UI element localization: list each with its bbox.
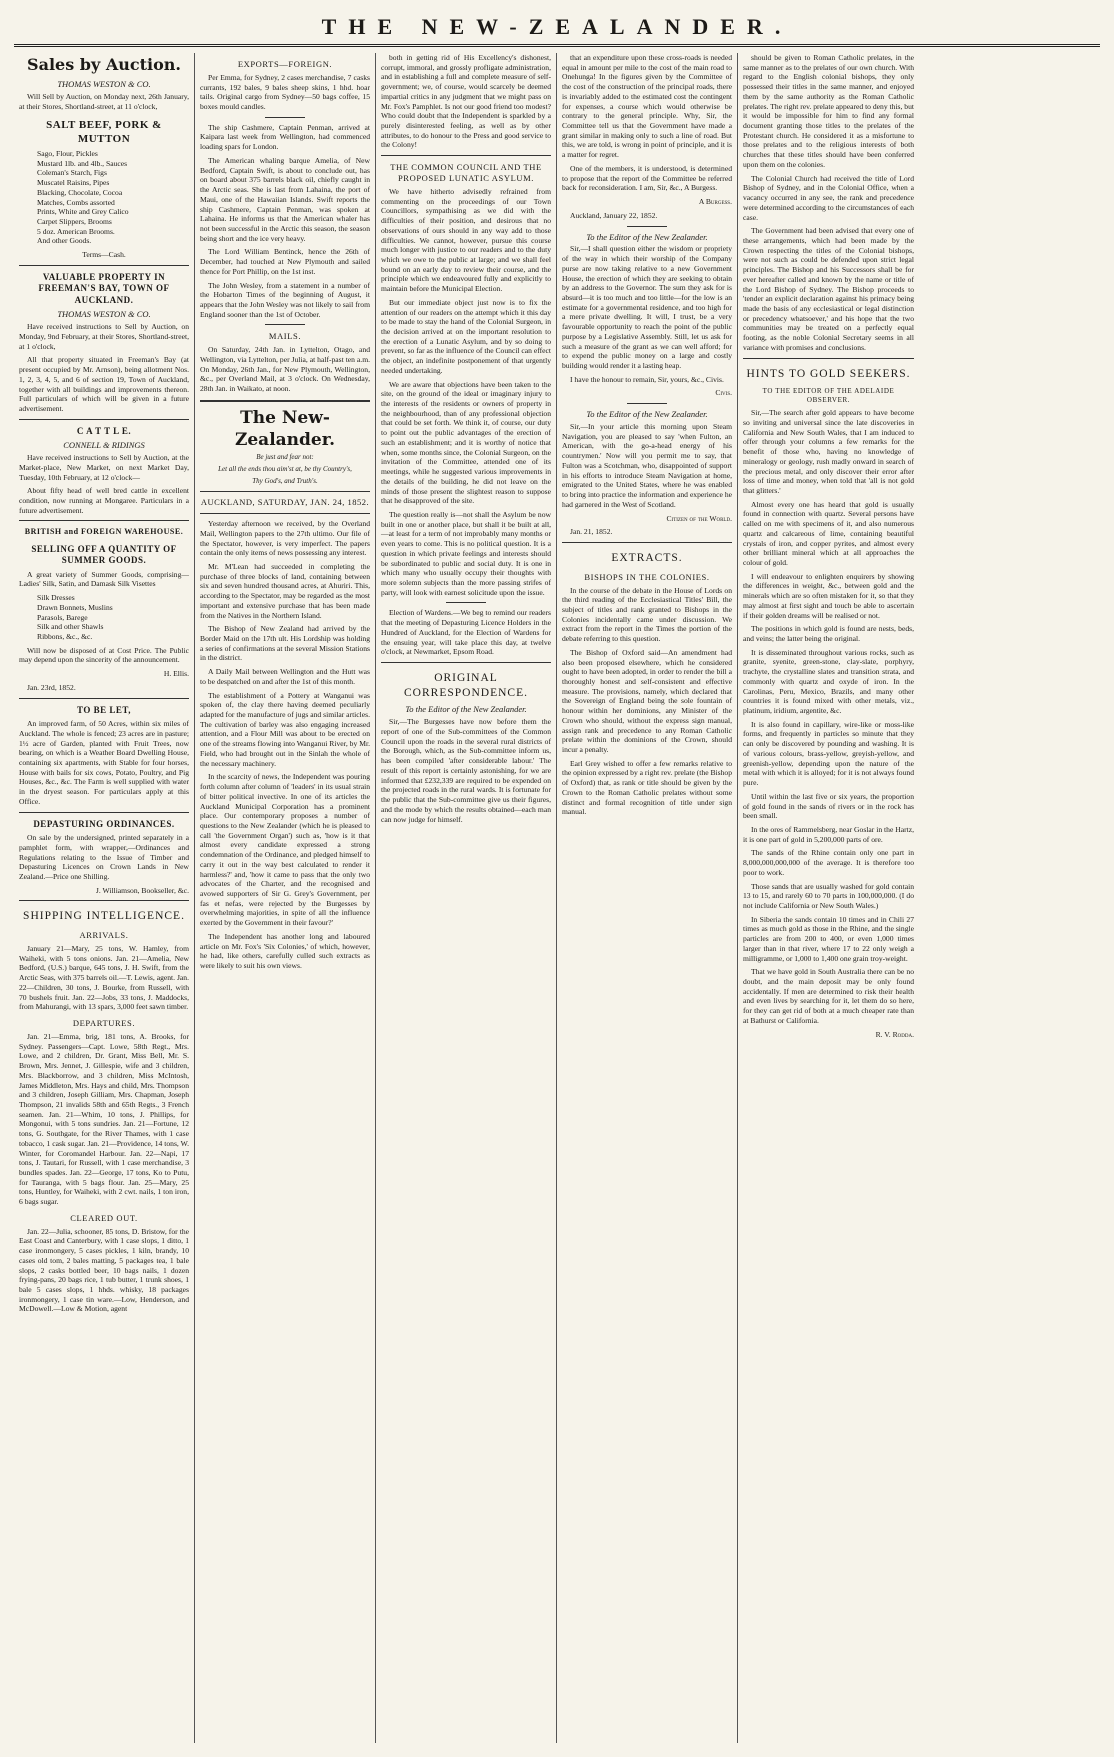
ad4-item: Silk and other Shawls <box>37 622 104 632</box>
divider <box>19 520 189 521</box>
leader-paragraph: Mr. M'Lean had succeeded in completing the purchase of three blocks of land, containing between six and seven hundred thousand acres, at Ahuriri. This, according to the Spectator, may be regarded as the most important and extensive purchase that has been made from the Natives in the Northern Island. <box>200 561 370 620</box>
letter-paragraph: Sir,—In your article this morning upon Steam Navigation, you are pleased to say 'when Fulton, an American, with the go-a-head energy of his countrymen.' Now will you permit me to say, that Fulton was a Scotchman, who, disappointed of support in his efforts to introduce Steam Navigation at home, emigrated to the United States, where he was enabled to bring into practice the information and experience he had garnered in the West of Scotland. <box>562 422 732 509</box>
cleared-head: CLEARED OUT. <box>70 1212 138 1223</box>
ad2-firm: THOMAS WESTON & CO. <box>57 309 151 320</box>
letter-date: Auckland, January 22, 1852. <box>570 210 658 220</box>
divider <box>381 662 551 663</box>
ad6-title: DEPASTURING ORDINANCES. <box>33 818 175 829</box>
extracts-head: EXTRACTS. <box>611 551 683 564</box>
ad1-intro: Will Sell by Auction, on Monday next, 26th January, at their Stores, Shortland-street, at 11 o'clock, <box>19 92 189 112</box>
divider <box>200 513 370 514</box>
ad4-item: Silk Dresses <box>37 593 75 603</box>
divider <box>446 602 486 603</box>
bishops-paragraph: Earl Grey wished to offer a few remarks relative to the opinion expressed by a right rev. prelate (the Bishop of Oxford) that, as rank or title should be given by the Crown to the Roman Catholic prelates without some distinct and formal recognition of title under sign manual. <box>562 758 732 817</box>
column-1 <box>14 53 195 1743</box>
letter-signature: Citizen of the World. <box>666 513 732 523</box>
gold-paragraph: I will endeavour to enlighten enquirers by showing the differences in weight, &c., between gold and the minerals which are so often mistaken for it, so that they may almost at first sight and touch be able to ascertain if their golden dreams will be realised or not. <box>743 571 914 620</box>
ad1-item: Mustard 1lb. and 4lb., Sauces <box>37 158 128 168</box>
correspondence-head: ORIGINAL CORRESPONDENCE. <box>404 672 528 699</box>
departures-text: Jan. 21—Emma, brig, 181 tons, A. Brooks, for Sydney. Passengers—Capt. Lowe, 58th Regt., Mrs. Lowe, and 2 children, Dr. Grant, Miss Bell, Mr. S. Brown, Mrs. Jennet, J. Gillespie, wife and 3 children, Mrs. Blackborrow, and 3 children, Miss McIntosh, James Middleton, Mrs. Hays and child, Mrs. Thompson and 3 children, Joseph Gilliam, Mrs. Chapman, Joseph Thompson, 21 invalids 58th and 65th Regts., 3 French seamen. Jan. 21—Whim, 10 tons, J. Phillips, for Mongonui, with 5 tons sundries. Jan. 21—Fortune, 12 tons, G. Southgate, for the River Thames, with 1 case tobacco, 1 cask sugar. Jan. 21—Providence, 14 tons, W. Winter, for Coromandel Harbour. Jan. 22—Napi, 17 tons, J. Tautari, for Russell, with 1 case merchandise, 3 bundles spades. Jan. 22—George, 17 tons, Ko to Putu, for Tauranga, with 5 bags flour. Jan. 25—Mary, 25 tons, Huntley, for Waiheki, with 2 cwt. nails, 1 ton iron, 6 bags sugar. <box>19 1031 189 1207</box>
gold-paragraph: In Siberia the sands contain 10 times and in Chili 27 times as much gold as those in the Rhine, and the single particles are from 200 to 400, or even 1,000 times larger than in that river, where 17 to 22 only weigh a milligramme, or 1,000 to 1,400 one grain troy-weight. <box>743 914 914 963</box>
divider <box>743 358 914 359</box>
mails-text: On Saturday, 24th Jan. in Lyttelton, Otago, and Wellington, via Lyttelton, per Julia, at half-past ten a.m. On Monday, 26th Jan., for New Plymouth, Wellington, &c., per Overland Mail, at 3 o'clock. On Wednesday, 28th Jan. in Waikato, at noon. <box>200 345 370 394</box>
bishops-continued: should be given to Roman Catholic prelates, in the same manner as to the prelates of our own church. With regard to the English colonial bishops, they only possessed their titles in the same manner, and enjoyed them by the same authority as the Roman Catholic prelates. The right rev. prelate appeared to deny this, but it would be impossible for him to find any formal document granting those titles to the prelates of the Protestant church. He considered it as a misfortune to those prelates and to the religious interests of both churches that these titles should have been conferred upon them on the colonies. <box>743 53 915 169</box>
divider <box>19 812 189 813</box>
ad4-date: Jan. 23rd, 1852. <box>27 682 76 692</box>
gold-paragraph: Almost every one has heard that gold is usually found in connection with quartz. Several persons have called on me with specimens of it, and also numerous quartz and calcareous of lime, containing beautiful crystals of iron, and copper pyrites, and almost every other brilliant mineral which at all approaches the colour of gold. <box>743 499 914 567</box>
ad1-items <box>37 149 189 246</box>
news-item: The John Wesley, from a statement in a number of the Hobarton Times of the beginning of August, it appears that the John Wesley was not likely to sail from England sooner than the 1st of October. <box>200 280 370 319</box>
ad3-body: About fifty head of well bred cattle in excellent condition, now running at Mongaree. Particulars in a future advertisement. <box>19 486 189 515</box>
ad3-title: C A T T L E. <box>76 425 132 436</box>
letter-signature: A Burgess. <box>698 197 732 207</box>
ad4-item: Drawn Bonnets, Muslins <box>37 602 113 612</box>
gold-to: TO THE EDITOR OF THE ADELAIDE OBSERVER. <box>762 387 895 405</box>
gold-head: HINTS TO GOLD SEEKERS. <box>746 367 911 380</box>
exports-text: Per Emma, for Sydney, 2 cases merchandise, 7 casks currants, 192 bales, 9 bales sheep skins, 1 hhd. hoar tails. Original cargo from Sydney—50 bags coffee, 15 boxes mould candles. <box>200 72 370 112</box>
ad4-body: Will now be disposed of at Cost Price. The Public may depend upon the sincerity of the announcement. <box>19 645 189 665</box>
divider <box>200 491 370 492</box>
gold-paragraph: The positions in which gold is found are nests, beds, and veins; the latter being the original. <box>743 624 914 643</box>
divider <box>19 698 189 699</box>
column-5 <box>738 53 919 1743</box>
asylum-paragraph: We are aware that objections have been taken to the site, on the ground of the ideal or imaginary injury to the interests of the residents or owners of property in the neighbourhood, than of any professional objection that could be set forth. We think it, of course, our duty to point out the public advantages of the erection of such an establishment; and it is worthy of notice that when, some months since, the Colonial Surgeon, on the invitation of the Committee, attended one of its meetings, while he suggested various improvements in the details of the building, he did not leave on the minds of those present the slightest reason to suppose that he disapproved of the site. <box>381 379 551 506</box>
gold-paragraph: Those sands that are usually washed for gold contain 13 to 15, and rarely 60 to 70 parts in 100,000,000. (I do not include California or New South Wales.) <box>743 881 914 910</box>
divider <box>627 226 667 227</box>
gold-paragraph: It is disseminated throughout various rocks, such as granite, syenite, green-stone, clay-slate, porphyry, trachyte, the crystalline slates and transition strata, and commonly with quartz and oxyde of iron. In the Carolinas, Peru, Mexico, Brazils, and many other countries it is found mixed with other metals, viz., platinum, iridium, argentite, &c. <box>743 647 914 716</box>
bishops-continued: The Government had been advised that every one of these arrangements, which had been made by the Crown respecting the titles of the Colonial bishops, were not such as could be defended upon strict legal principles. The Bishop and his Successors shall be for ever hereafter called and known by the name or title of the Lord Bishop of Sydney. The Bishop proceeds to 'tender an explicit declaration against his primacy being made the basis of any ecclesiastical or legal distinction or precedency whatsoever,' and his hope that the two communities may be treated on a perfectly equal footing, as the noble Colonial Secretary seems in all variance with promises and conclusions. <box>743 226 914 352</box>
ad1-item: Muscatel Raisins, Pipes <box>37 178 110 188</box>
section-title-sales: Sales by Auction. <box>27 55 181 74</box>
gold-signature: R. V. Rodda. <box>875 1029 914 1039</box>
ad2-body: All that property situated in Freeman's Bay (at present occupied by Mr. Arnson), being allotment Nos. 1, 2, 3, 4, 5, and 6 of section 19, Town of Auckland, together with all buildings and improvements thereon. Full particulars of which will be given in a future advertisement. <box>19 355 189 414</box>
columns <box>14 53 1100 1743</box>
ad1-terms: Terms—Cash. <box>82 250 126 260</box>
ad4-title: BRITISH and FOREIGN WAREHOUSE. <box>24 527 184 537</box>
departures-head: DEPARTURES. <box>72 1018 136 1029</box>
gold-paragraph: Sir,—The search after gold appears to have become so inviting and universal since the late discoveries in California and New South Wales, that I am induced to offer through your columns a few remarks for the benefit of those who, having no knowledge of mineralogy or geology, rush madly onward in search of the precious metal, and only discover their error after loss of time and money, when told that 'all is not gold that glitters.' <box>743 408 914 495</box>
motto-line: Let all the ends thou aim'st at, be thy Country's, <box>218 465 352 474</box>
divider <box>627 403 667 404</box>
divider <box>200 400 370 402</box>
gold-paragraph: The sands of the Rhine contain only one part in 8,000,000,000,000 of the average. It is therefore too poor to work. <box>743 848 914 877</box>
leader-paragraph: In the scarcity of news, the Independent was pouring forth column after column of 'leaders' in its usual strain of bitter political invective. In one of its articles the Auckland Municipal Corporation has a prominent place. Our contemporary proposes a number of questions to the New Zealander (which he is pleased to call 'the Government Organ') such as, 'how is it that almost every candidate expressed a strong condemnation of the Ordinance, and pledged himself to carry it out in the way best calculated to render it harmless?' and, 'how it came to pass that the only two advocates of the Charter, and the recognised and avowed supporters of Sir G. Grey's Government, per fas et nefas, were rejected by the Burgesses by overwhelming majorities, in spite of all the influence exerted by the Government in their favour?' <box>200 772 370 928</box>
ad1-item: Blacking, Chocolate, Cocoa <box>37 187 123 197</box>
ad1-headline: SALT BEEF, PORK & MUTTON <box>46 118 162 145</box>
divider <box>19 265 189 266</box>
bishops-paragraph: The Bishop of Oxford said—An amendment had also been proposed elsewhere, which he considered ought to have been adopted, in order to render the bill a thoroughly honest and self-consistent and effective measure. The provisions, namely, which declared that the Sovereign of England being the sole fountain of honour within her dominions, any Minister of the Crown who should, without the express sign manual, assign rank and precedence to any Roman Catholic prelate within the dominions of the Crown, should incur a penalty. <box>562 647 732 755</box>
gold-paragraph: That we have gold in South Australia there can be no doubt, and the main deposit may be only found accidentally. If men are determined to risk their health and even lives by searching for it, let them do so here, for they can get rid of both at a much cheaper rate than at Bathurst or California. <box>743 967 914 1025</box>
ad1-item: Sago, Flour, Pickles <box>37 148 98 158</box>
ad1-item: 5 doz. American Brooms. <box>37 226 115 236</box>
ad4-items <box>37 593 189 642</box>
asylum-paragraph: But our immediate object just now is to fix the attention of our readers on the attempt which it this day to be made to stay the hand of the Colonial Surgeon, in the decision arrived at on the important resolution to the erection of a Lunatic Asylum, and by so doing to prevent, so far as the influence of the Council can effect the object, an indefinite postponement of that urgently needed undertaking. <box>381 297 552 375</box>
arrivals-text: January 21—Mary, 25 tons, W. Hamley, from Waiheki, with 5 tons onions. Jan. 21—Amelia, New Bedford, (U.S.) barque, 645 tons, J. H. Swift, from the Arctic Seas, with 375 barrels oil.—T. Lewis, agent. Jan. 22—Children, 30 tons, J. Bourke, from Russell, with 70 bushels fruit. Jan. 22—Jobs, 33 tons, J. Maddocks, from Mahurangi, with 13 spars, 3,000 feet sawn timber. <box>19 944 189 1012</box>
ad6-body: On sale by the undersigned, printed separately in a pamphlet form, with wrapper,—Ordinances and Regulations relating to the Issue of Timber and Depasturing Licences on Crown Lands in New Zealand.—Price one Shilling. <box>19 833 189 881</box>
bishops-paragraph: In the course of the debate in the House of Lords on the third reading of the Ecclesiastical Titles' Bill, the subject of titles and rank granted to Bishops in the Colonies incidentally came under discussion. We extract from the report in the Times the portion of the debate referring to this question. <box>562 585 732 644</box>
exports-head: EXPORTS—FOREIGN. <box>237 59 333 69</box>
ad4-text: A great variety of Summer Goods, comprising—Ladies' Silk, Satin, and Damask Silk Visettes <box>19 569 189 589</box>
ad2-title: VALUABLE PROPERTY IN FREEMAN'S BAY, TOWN OF AUCKLAND. <box>38 271 170 305</box>
letter-to: To the Editor of the New Zealander. <box>586 231 708 242</box>
ad4-item: Parasols, Barege <box>37 612 88 622</box>
column-3 <box>376 53 557 1743</box>
dateline: AUCKLAND, SATURDAY, JAN. 24, 1852. <box>200 497 370 508</box>
letter-date: Jan. 21, 1852. <box>570 527 613 537</box>
leader-paragraph: Yesterday afternoon we received, by the Overland Mail, Wellington papers to the 27th ultimo. Our file of the Spectator, however, is very imperfect. The papers contain the only items of news possessing any interest. <box>200 519 370 558</box>
ad3-text: Have received instructions to Sell by Auction, at the Market-place, New Market, on next Market Day, Tuesday, 10th February, at 12 o'clock— <box>19 453 189 482</box>
ad1-item: Matches, Combs assorted <box>37 197 115 207</box>
news-item: The ship Cashmere, Captain Penman, arrived at Kaipara last week from Wellington, had commenced loading spars for London. <box>200 122 370 152</box>
leader-paragraph: The establishment of a Pottery at Wanganui was spoken of, the clay there having deemed peculiarly adapted for the manufacture of jugs and similar articles. The cultivation of barley was also engaging increased attention, and a Flour Mill was about to be erected on one of the streams flowing into Wanganui River, by Mr. Field, who had brought out in the Sinlah the whole of the necessary machinery. <box>200 690 370 768</box>
ad5-body: An improved farm, of 50 Acres, within six miles of Auckland. The whole is fenced; 23 acres are in pasture; 1½ acre of Garden, planted with Fruit Trees, now bearing, on which is a Weather Board Dwelling House, containing six apartments, with Stable for four horses, House with bails for six cows, Potato, Poultry, and Pig Houses, &c., &c. The Farm is well supplied with water in the dryest season. For particulars apply at this Office. <box>19 719 189 806</box>
correspondence-continued: One of the members, it is understood, is determined to propose that the report of the Committee be referred back for reconsideration. I am, Sir, &c., A Burgess. <box>562 163 732 193</box>
column-4 <box>557 53 738 1743</box>
motto-line: Be just and fear not: <box>256 453 314 462</box>
asylum-head: THE COMMON COUNCIL AND THE PROPOSED LUNATIC ASYLUM. <box>390 162 542 184</box>
divider <box>381 155 551 156</box>
letter-signature: Civis. <box>715 388 732 398</box>
gold-paragraph: It is also found in capillary, wire-like or moss-like forms, and frequently in particles so minute that they can only be discovered by pounding and washing. It is of various colours, brass-yellow, greyish-yellow, and greenish-yellow, depending upon the nature of the metal with which it is alloyed; for it is not always found pure. <box>743 719 914 788</box>
ad2-text: Have received instructions to Sell by Auction, on Monday, 9nd February, at their Stores, Shortland-street, at 1 o'clock, <box>19 322 189 351</box>
ad1-item: Carpet Slippers, Brooms <box>37 216 112 226</box>
leader-paragraph: A Daily Mail between Wellington and the Hutt was to be despatched on and after the 1st of this month. <box>200 667 370 686</box>
divider <box>19 900 189 901</box>
paper-title: The New-Zealander. <box>234 407 336 450</box>
ad4-item: Ribbons, &c., &c. <box>37 632 93 642</box>
asylum-paragraph: We have hitherto advisedly refrained from commenting on the proceedings of our Town Councillors, sympathising as we did with the difficulties of their position, and desirous that no observations of ours should in any way add to those difficulties. We cannot, however, pursue this course much longer with justice to our readers and to the duty which we owe to the public at large; and we shall feel bound on an early day to review their course, and the principle which we endeavoured fully and explicitly to maintain before the Municipal Election. <box>381 186 551 294</box>
leader-paragraph: The Independent has another long and laboured article on Mr. Fox's 'Six Colonies,' of which, however, he had, like others, carefully culled such extracts as were likely to suit his own views. <box>200 931 370 971</box>
arrivals-head: ARRIVALS. <box>79 930 129 941</box>
ad1-item: Prints, White and Grey Calico <box>37 207 129 217</box>
gold-paragraph: In the ores of Rammelsberg, near Goslar in the Hartz, it is one part of gold in 5,200,000 parts of ore. <box>743 824 914 844</box>
letter-paragraph: Sir,—I shall question either the wisdom or propriety of the way in which their worship of the Company purse are now taking relative to a new Government House, the erection of which they are seeking to obtain by an address to the Governor. The sum they ask for is absurd—it is too much and too little—for the low is an estimate for a governmental residence, and too high for a mere private dwelling. It will, I trust, be a very favourable opportunity to reach the point of the public purpose by a Legislative Assembly. Still, let us ask for such a measure of the grant as we can well afford; for to expend the public money on a large and costly building would render it a lasting heap. <box>562 244 732 370</box>
motto-line: Thy God's, and Truth's. <box>252 477 318 486</box>
ad5-title: TO BE LET, <box>77 704 131 715</box>
correspondence-to: To the Editor of the New Zealander. <box>405 704 527 715</box>
divider <box>265 117 305 118</box>
leader-continued: both in getting rid of His Excellency's dishonest, corrupt, immoral, and grossly profligate administration, and in establishing a full and complete measure of self-government; we, of course, would scarcely be deemed impartial critics in any judgment that we might pass on Mr. Fox's Pamphlet. Is not our good friend too modest? Who could doubt that the Independent is sparkled by a purely disinterested feeling, as well as by other attributes, to do honour to the Press and good service to the Colony! <box>381 53 551 150</box>
news-item: The Lord William Bentinck, hence the 26th of December, had touched at New Plymouth and sailed thence for Port Phillip, on the 1st inst. <box>200 247 370 276</box>
ad4-sign: H. Ellis. <box>163 669 189 679</box>
mails-head: MAILS. <box>268 331 302 342</box>
wardens-notice: Election of Wardens.—We beg to remind our readers that the meeting of Depasturing Licence Holders in the Hundred of Auckland, for the Election of Wardens for the ensuing year, will take place this day, at twelve o'clock, at Newmarket, Epsom Road. <box>381 608 551 657</box>
letter-to: To the Editor of the New Zealander. <box>586 409 708 420</box>
divider <box>19 419 189 420</box>
masthead: THE NEW-ZEALANDER. <box>321 14 793 39</box>
cleared-text: Jan. 22—Julia, schooner, 85 tons, D. Bristow, for the East Coast and Canterbury, with 1 case slops, 1 ditto, 1 case ironmongery, 5 cases pickles, 1 kiln, brandy, 10 cases old tom, 2 bales matting, 5 packages tea, 1 bale slops, 2 casks bottled beer, 10 bags nails, 1 dozen frying-pans, 20 bags rice, 1 tub butter, 1 trunk shoes, 1 bale 5 cases slops, 1 hhds. whisky, 18 packages ironmongery, 1 case tin ware.—Low, Henderson, and McDowell.—Low & Motion, agent <box>19 1226 189 1314</box>
leader-paragraph: The Bishop of New Zealand had arrived by the Border Maid on the 17th ult. His Lordship was holding a series of confirmations at the several Mission Stations in the district. <box>200 624 370 663</box>
masthead-rule <box>14 44 1100 49</box>
asylum-paragraph: The question really is—not shall the Asylum be now built in one or another place, but shall it be built at all,—at least for a term of not improbably many months or even years to come. This is no political question. It is a question in which private feelings and interests should be subordinated to public and social duty. It is one in which many who usually occupy their thoughts with more solemn subjects than the more passing strifes of party, will look with earnest solicitude upon the issue. <box>381 509 551 597</box>
bishops-continued: The Colonial Church had received the title of Lord Bishop of Sydney, and in the Colonial Office, when a vacancy occurred in any see, the rank and precedence were determined according to the circumstances of each case. <box>743 173 914 222</box>
ad6-sign: J. Williamson, Bookseller, &c. <box>95 885 189 895</box>
shipping-title: SHIPPING INTELLIGENCE. <box>23 910 185 923</box>
correspondence-continued: that an expenditure upon these cross-roads is needed equal in amount per mile to the cost of the main road to Onehunga! In the figures given by the Committee of the cost of the construction of the principal roads, there is invariably added to the estimated cost the contingent for expenses, a course which would otherwise be contrary to the general principle. Why, Sir, the Committee tell us that the Government have made a grant similar in making only to such a line of road. But this, we are told, is wrong in point of principle, and it is a matter for regret. <box>562 53 732 160</box>
ad4-head: SELLING OFF A QUANTITY OF SUMMER GOODS. <box>31 543 177 566</box>
ad3-firm: CONNELL & RIDINGS <box>63 440 145 451</box>
news-item: The American whaling barque Amelia, of New Bedford, Captain Swift, is about to conclude out, has on board about 375 barrels black oil, chiefly caught in the Arctic seas. She is last from Lahaina, the port of Maui, one of the Hawaiian Islands. Swift reports the ship Cashmere, Captain Penman, was spoken at Lahaina. He informs us that the American whaler has not been successful in the Arctic this season, the season being short and the ice very heavy. <box>200 155 370 243</box>
bishops-head: BISHOPS IN THE COLONIES. <box>584 571 710 582</box>
column-2 <box>195 53 376 1743</box>
ad1-item: Coleman's Starch, Figs <box>37 168 107 178</box>
ad1-firm: THOMAS WESTON & CO. <box>57 79 151 90</box>
correspondence-paragraph: Sir,—The Burgesses have now before them the report of one of the Sub-committees of the Common Council upon the roads in the several rural districts of the Borough, which, as the Sub-committee inform us, has been compiled 'after considerable labour.' The result of this report is certainly astonishing, for we are informed that £232,339 are required to be expended on the projected roads in the rural wards. It is fortunate for the public that the Sub-committee give us their figures, and the mode by which the results obtained—each man can now judge for himself. <box>381 717 551 824</box>
divider <box>562 542 732 543</box>
gold-paragraph: Until within the last five or six years, the proportion of gold found in the sands of rivers or in the rock has been small. <box>743 791 914 821</box>
divider <box>265 324 305 325</box>
ad1-item: And other Goods. <box>37 236 92 246</box>
letter-paragraph: I have the honour to remain, Sir, yours, &c., Civis. <box>570 374 724 384</box>
